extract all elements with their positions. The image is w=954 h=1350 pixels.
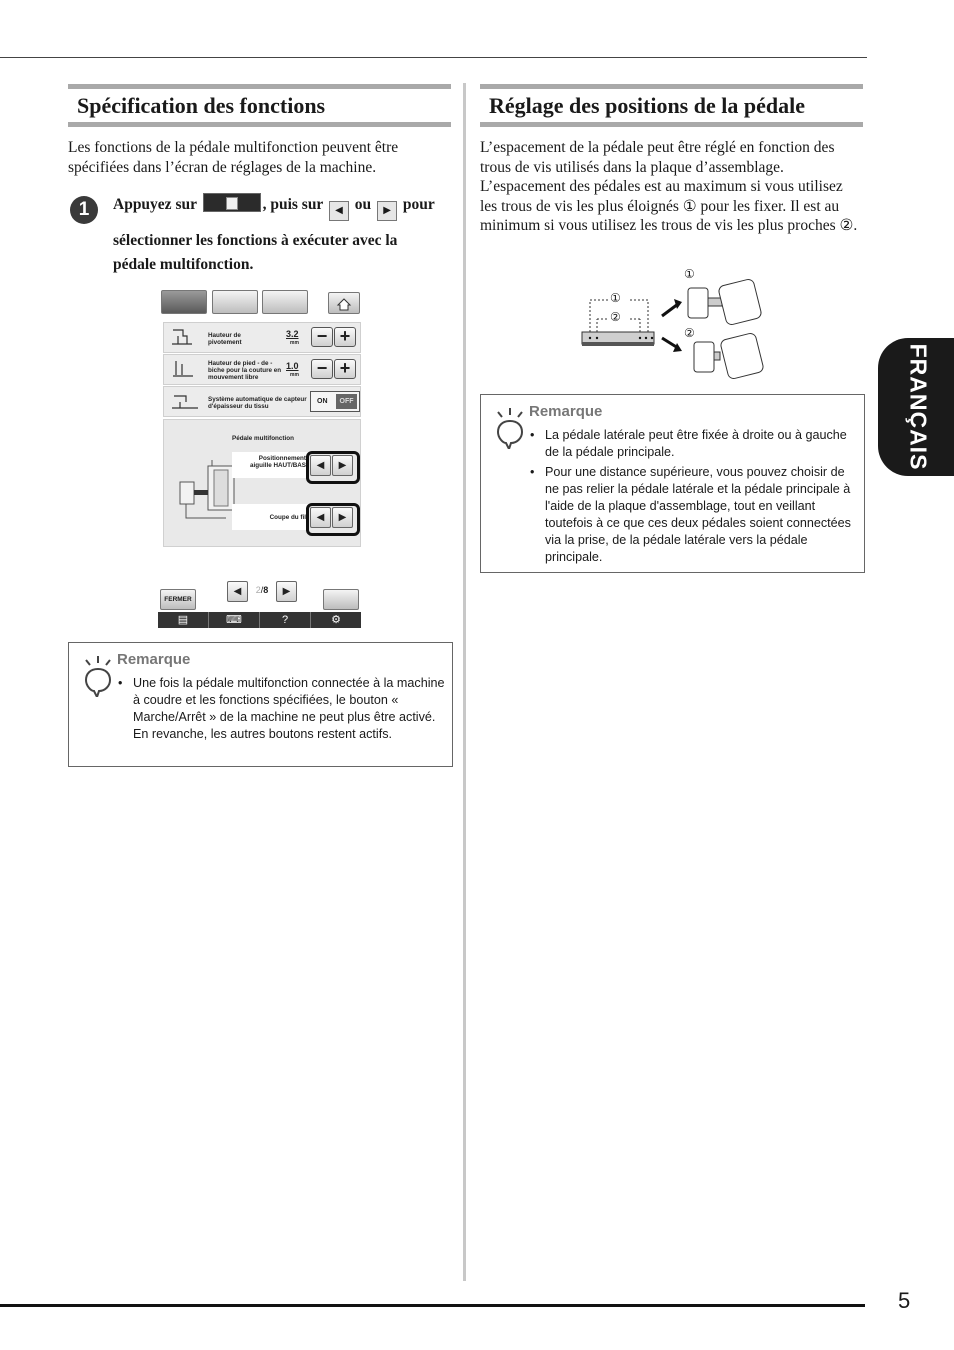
help-key[interactable]: ? (260, 612, 311, 628)
section-heading-functions: Spécification des fonctions (68, 84, 451, 127)
lightbulb-icon (81, 653, 115, 697)
page-next-button[interactable]: ▶ (276, 581, 297, 602)
machine-info-button[interactable] (323, 589, 359, 610)
pedal-function-panel: Pédale multifonction Positionnement aiguille HAUT/BAS Coupe du fil ◀ ▶ ◀ ▶ (163, 419, 361, 547)
note-list (530, 427, 858, 566)
func2-right-button[interactable]: ▶ (332, 507, 353, 528)
machine-key[interactable]: ⚙ (331, 614, 341, 626)
tab-settings-2[interactable] (212, 290, 258, 314)
note-item: • Pour une distance supérieure, vous pouvez choisir de ne pas relier la pédale latérale et la pédale principale à l'aide de la plaque d'assemblage, tout en veillant toutefois à ce que ces deux pédales soient connectées via la prise, de la pédale latérale vers la pédale principale. (530, 464, 858, 566)
setting-row-fabric-sensor: Système automatique de capteur d'épaisseur du tissu ON OFF (163, 386, 361, 417)
note-box-right (480, 394, 865, 573)
note-item: • La pédale latérale peut être fixée à droite ou à gauche de la pédale principale. (530, 427, 858, 461)
pivot-minus-button[interactable]: − (311, 327, 333, 347)
tab-settings-3[interactable] (262, 290, 308, 314)
func1-right-button[interactable]: ▶ (332, 455, 353, 476)
screen-bottom-bar (158, 612, 361, 628)
marker-1-small: ① (610, 291, 621, 305)
marker-2: ② (684, 326, 695, 340)
page-number: 5 (898, 1288, 911, 1313)
settings-key-icon (203, 193, 261, 212)
tab-settings-1[interactable] (161, 290, 207, 314)
marker-1: ① (684, 267, 695, 281)
func2-left-button[interactable]: ◀ (310, 507, 331, 528)
right-arrow-icon: ▶ (377, 201, 397, 221)
note-box-left (68, 642, 453, 767)
bottom-rule (0, 1304, 865, 1307)
section-heading-pedal-positions: Réglage des positions de la pédale (480, 84, 863, 127)
home-icon (329, 293, 359, 313)
fabric-sensor-icon (170, 390, 200, 412)
settings-key-icon-bar[interactable]: ▤ (158, 612, 209, 628)
left-arrow-icon: ◀ (329, 201, 349, 221)
note-title: Remarque (529, 403, 603, 420)
setting-row-presser-foot: Hauteur de pied - de - biche pour la couture en mouvement libre 1.0 mm − + (163, 354, 361, 385)
intro-paragraph: Les fonctions de la pédale multifonction peuvent être spécifiées dans l’écran de réglages de la machine. (68, 139, 399, 176)
presser-minus-button[interactable]: − (311, 359, 333, 379)
page-prev-button[interactable]: ◀ (227, 581, 248, 602)
column-divider (463, 83, 466, 1281)
fabric-sensor-toggle[interactable]: ON OFF (310, 391, 360, 412)
pedal-spacing-diagram (578, 266, 768, 382)
sewing-mode-key[interactable]: ⌨ (209, 612, 260, 628)
marker-2-small: ② (610, 310, 621, 324)
pivot-plus-button[interactable]: + (334, 327, 356, 347)
presser-foot-icon (170, 358, 196, 380)
page-indicator: 2/8 (255, 585, 269, 595)
note-list (118, 675, 446, 743)
language-tab: FRANÇAIS (878, 338, 954, 476)
lightbulb-icon (493, 405, 527, 449)
func1-left-button[interactable]: ◀ (310, 455, 331, 476)
setting-row-pivot: Hauteur de pivotement 3.2 mm − + (163, 322, 361, 353)
machine-settings-screen (157, 288, 363, 630)
note-item: • Une fois la pédale multifonction connectée à la machine à coudre et les fonctions spécifiées, le bouton « Marche/Arrêt » de la machine ne peut plus être activé. En revanche, les autres boutons restent actifs. (118, 675, 446, 743)
close-button[interactable]: FERMER (160, 589, 196, 610)
home-button[interactable] (328, 292, 360, 314)
note-title: Remarque (117, 651, 191, 668)
step-number: 1 (70, 196, 98, 224)
pedal-paragraph: L’espacement de la pédale peut être réglé en fonction des trous de vis utilisés dans la plaque d’assemblage. L’espacement des pédales est au maximum si vous utilisez les trous de vis les plus éloignés ① pour les fixer. Il est au minimum si vous utilisez les trous de vis les plus proches ②. (480, 139, 858, 234)
pivot-height-icon (170, 326, 196, 348)
top-rule (0, 57, 867, 58)
pedal-illustration (578, 266, 768, 382)
presser-plus-button[interactable]: + (334, 359, 356, 379)
step-instruction: Appuyez sur , puis sur ◀ ou ▶ pour sélectionner les fonctions à exécuter avec la pédale multifonction. (113, 193, 458, 277)
